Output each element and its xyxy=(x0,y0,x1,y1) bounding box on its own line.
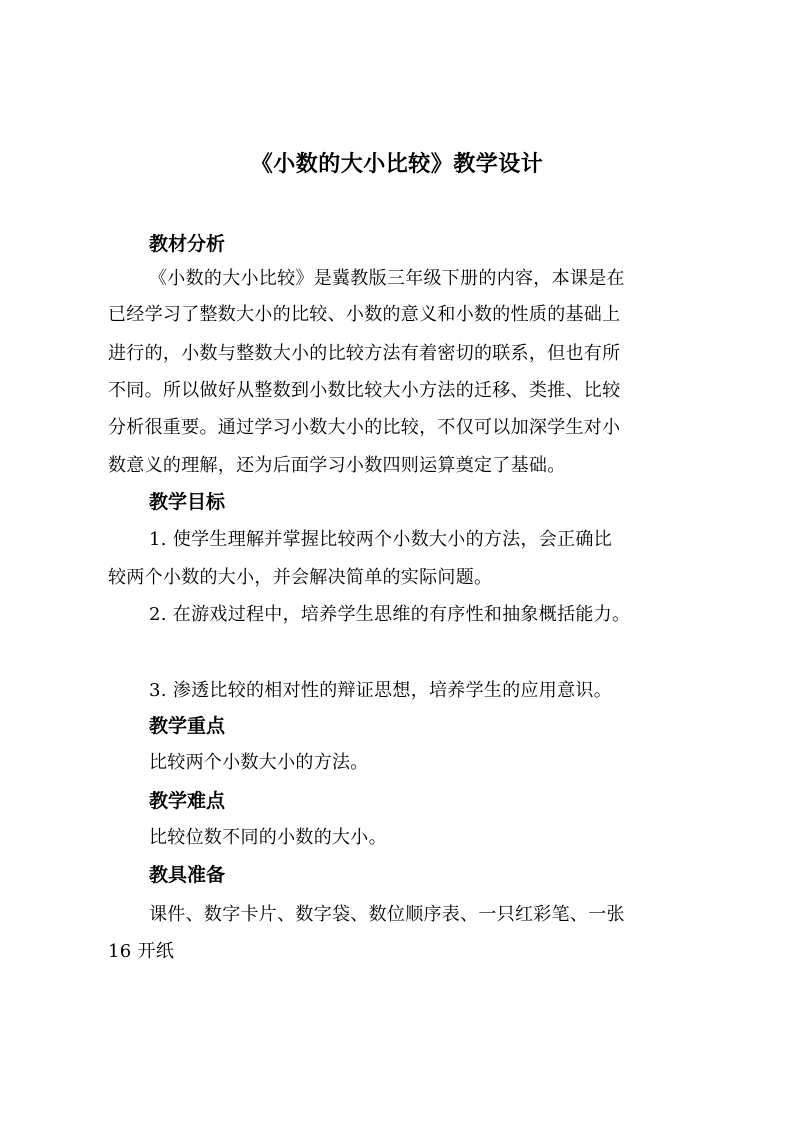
analysis-line: 不同。所以做好从整数到小数比较大小方法的迁移、类推、比较 xyxy=(108,380,621,401)
section-heading-goals: 教学目标 xyxy=(149,491,226,513)
section-heading-difficulty: 教学难点 xyxy=(149,790,226,812)
analysis-line: 进行的，小数与整数大小的比较方法有着密切的联系，但也有所 xyxy=(108,343,621,364)
goal-line: 2. 在游戏过程中，培养学生思维的有序性和抽象概括能力。 xyxy=(149,604,631,625)
analysis-line: 《小数的大小比较》是冀教版三年级下册的内容，本课是在 xyxy=(149,268,625,289)
section-heading-materials: 教具准备 xyxy=(149,864,226,886)
difficulty-text: 比较位数不同的小数的大小。 xyxy=(149,827,387,848)
section-heading-analysis: 教材分析 xyxy=(149,233,226,255)
goal-line: 1. 使学生理解并掌握比较两个小数大小的方法，会正确比 xyxy=(149,529,612,550)
analysis-line: 分析很重要。通过学习小数大小的比较，不仅可以加深学生对小 xyxy=(108,417,621,438)
document-title: 《小数的大小比较》教学设计 xyxy=(250,152,544,177)
goal-line: 较两个小数的大小，并会解决简单的实际问题。 xyxy=(108,567,493,588)
key-point-text: 比较两个小数大小的方法。 xyxy=(149,752,369,773)
materials-line: 16 开纸 xyxy=(108,941,175,962)
analysis-line: 数意义的理解，还为后面学习小数四则运算奠定了基础。 xyxy=(108,455,566,476)
materials-line: 课件、数字卡片、数字袋、数位顺序表、一只红彩笔、一张 xyxy=(149,904,625,925)
section-heading-key-point: 教学重点 xyxy=(149,715,226,737)
goal-line: 3. 渗透比较的相对性的辩证思想，培养学生的应用意识。 xyxy=(149,680,612,701)
analysis-line: 已经学习了整数大小的比较、小数的意义和小数的性质的基础上 xyxy=(108,304,621,325)
